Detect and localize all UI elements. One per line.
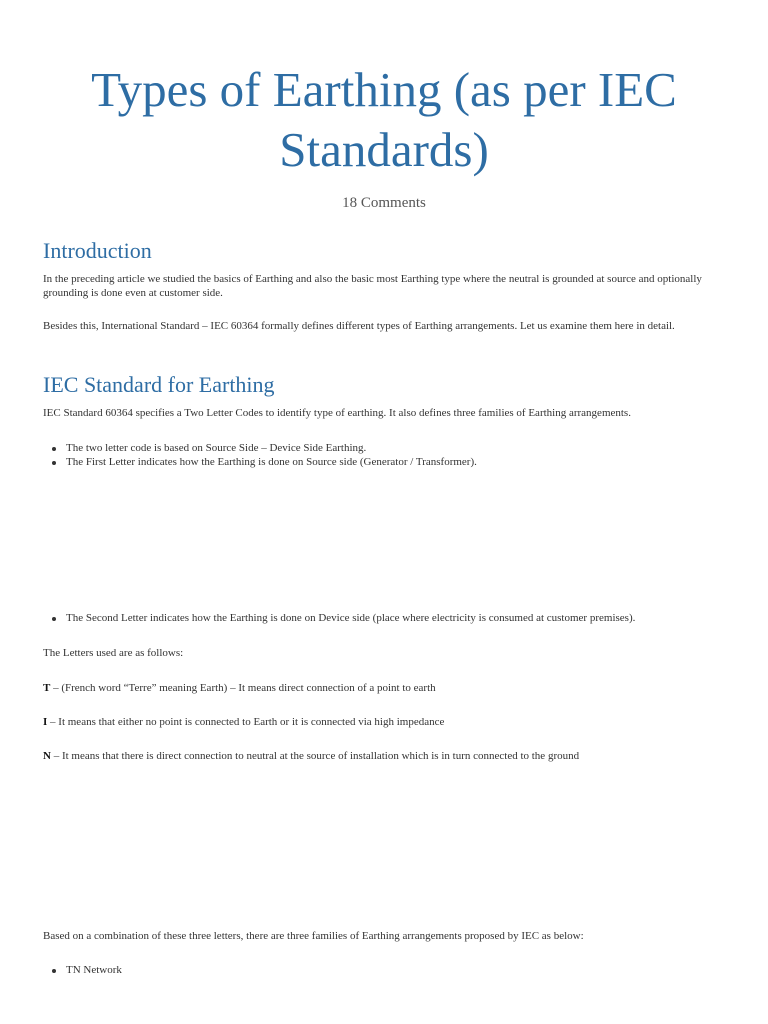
iec-bullet-list: [43, 442, 733, 469]
letter-code: N: [43, 750, 51, 762]
comments-count-link[interactable]: 18 Comments: [342, 195, 426, 211]
list-item: The First Letter indicates how the Earthing is done on Source side (Generator / Transformer).: [43, 456, 733, 470]
families-list: [43, 964, 733, 978]
list-item: TN Network: [43, 964, 733, 978]
letters-intro: The Letters used are as follows:: [43, 647, 184, 659]
letter-code: I: [43, 716, 48, 728]
letter-description: – It means that there is direct connection to neutral at the source of installation which is in turn connected to the ground: [50, 750, 580, 762]
letter-definition-n: [43, 750, 733, 764]
letter-definition-t: [43, 682, 733, 696]
intro-paragraph-1: In the preceding article we studied the basics of Earthing and also the basic most Earthing type where the neutral is grounded at source and optionally grounding is done even at customer side.: [43, 273, 702, 299]
letter-code: T: [43, 682, 51, 694]
list-item: The Second Letter indicates how the Earthing is done on Device side (place where electricity is consumed at customer premises).: [43, 612, 733, 626]
iec-bullet-list-continued: [43, 612, 733, 626]
iec-intro-paragraph: IEC Standard 60364 specifies a Two Letter Codes to identify type of earthing. It also defines three families of Earthing arrangements.: [43, 407, 631, 419]
list-item: The two letter code is based on Source Side – Device Side Earthing.: [43, 442, 733, 456]
letter-definition-i: [43, 716, 733, 730]
section-heading-introduction: Introduction: [43, 238, 152, 263]
section-heading-iec-standard: IEC Standard for Earthing: [43, 372, 275, 397]
page-title: Types of Earthing (as per IEC Standards): [91, 62, 677, 177]
families-intro: Based on a combination of these three letters, there are three families of Earthing arrangements proposed by IEC as below:: [43, 930, 584, 942]
intro-paragraph-2: Besides this, International Standard – IEC 60364 formally defines different types of Earthing arrangements. Let us examine them here in detail.: [43, 320, 675, 332]
letter-description: – (French word “Terre” meaning Earth) – It means direct connection of a point to earth: [50, 682, 436, 694]
letter-description: – It means that either no point is connected to Earth or it is connected via high impedance: [47, 716, 445, 728]
